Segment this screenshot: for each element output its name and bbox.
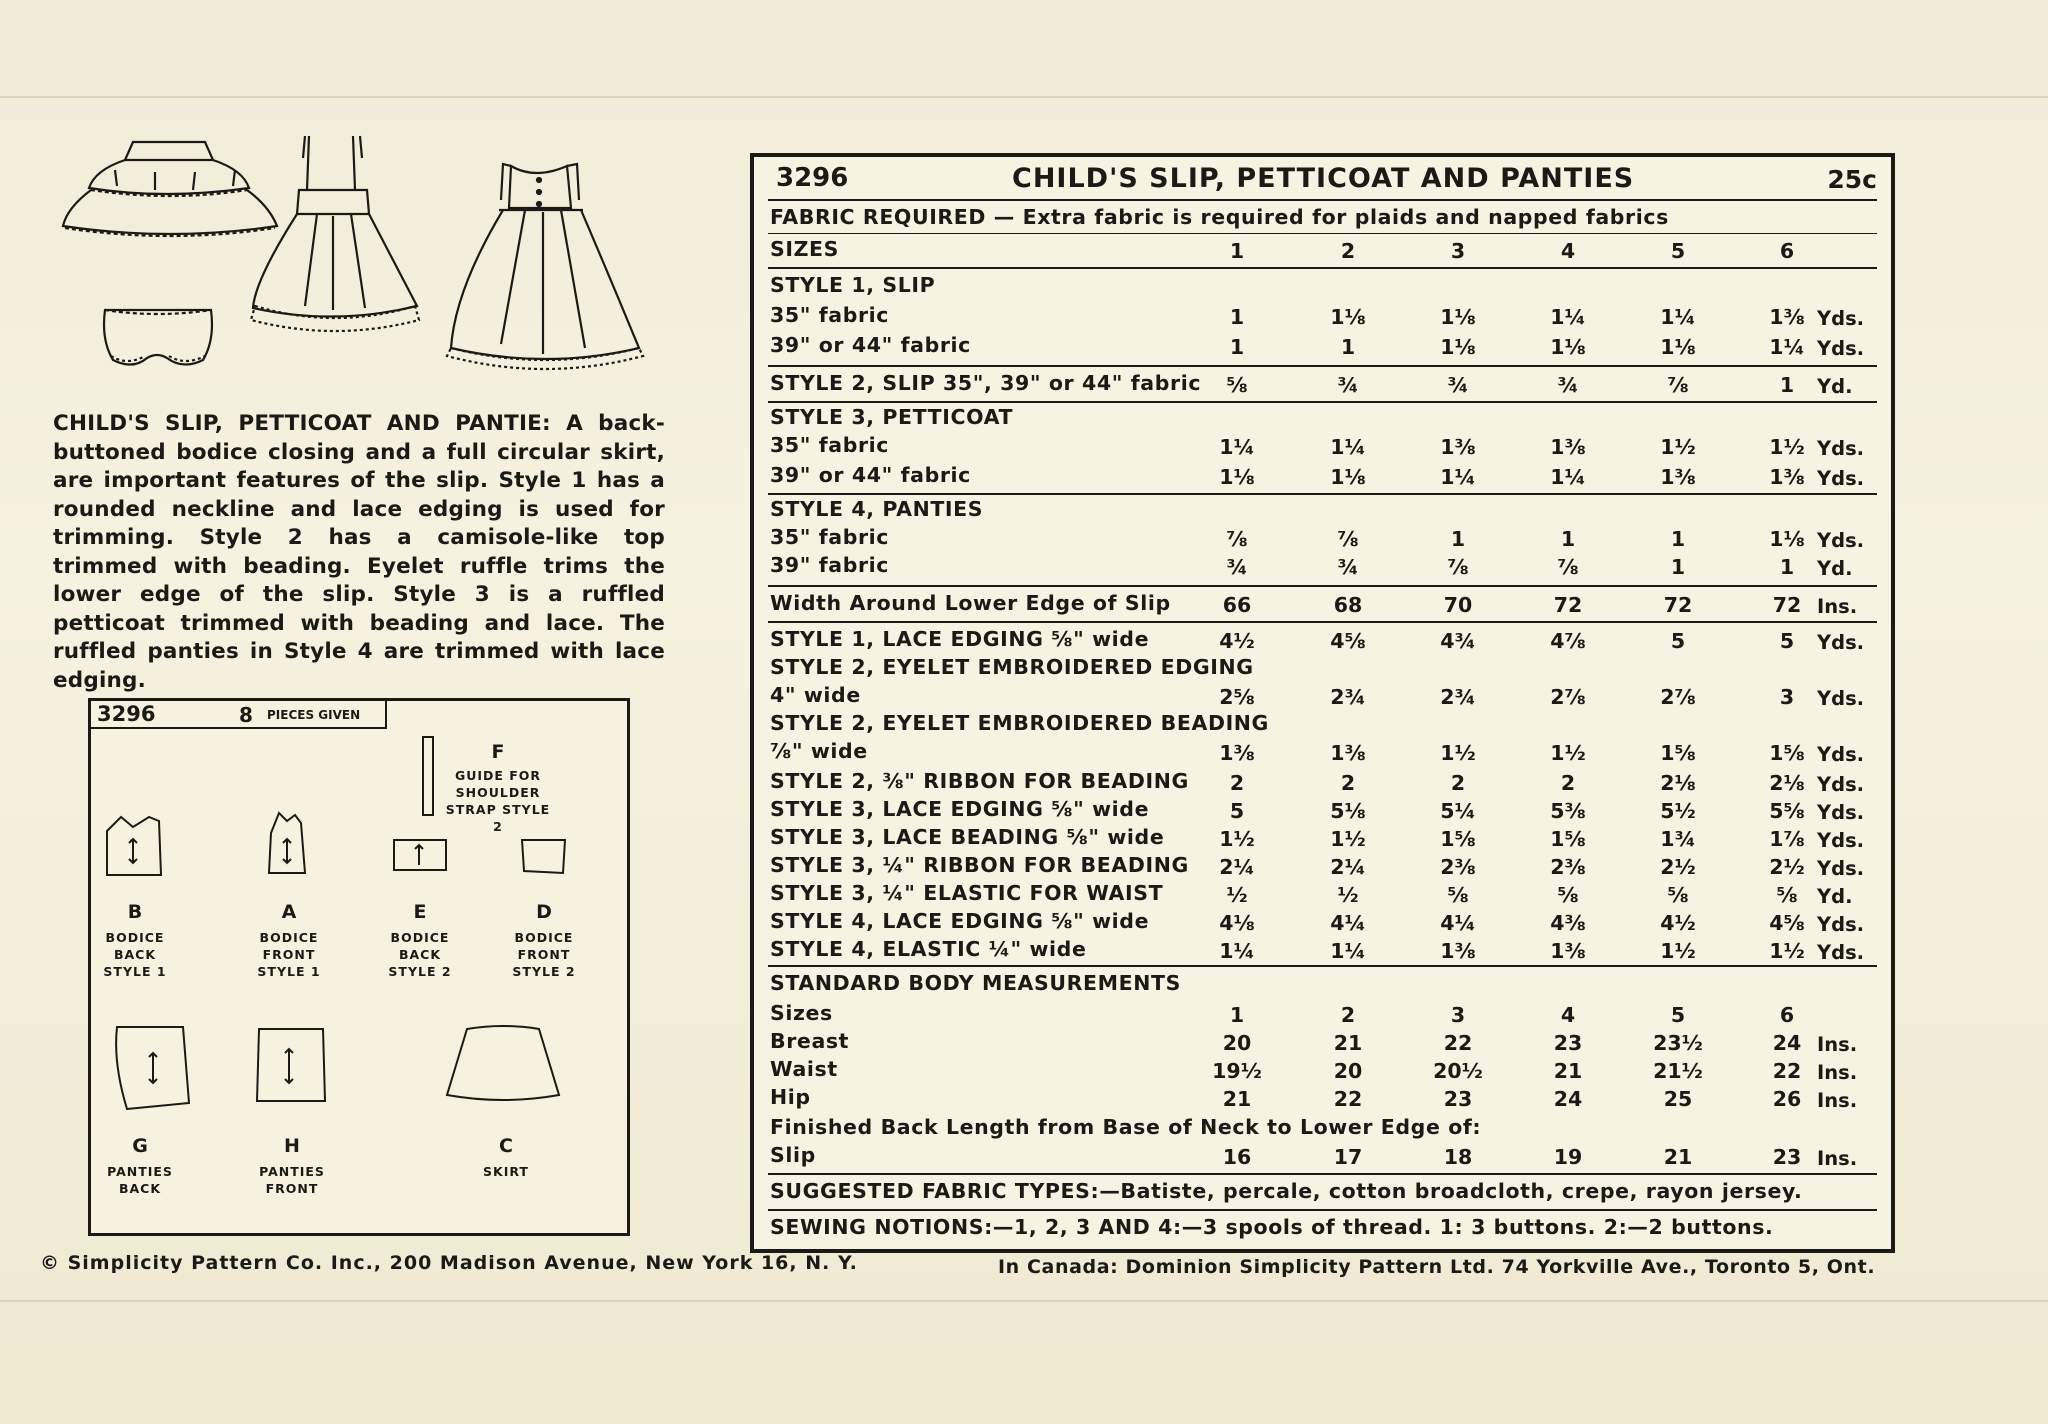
- size-heading: 4: [1560, 239, 1576, 263]
- piece-e-shape: [391, 837, 449, 873]
- style4-35-fabric-label: 35" fabric: [770, 525, 890, 549]
- petticoat-icon: [63, 142, 277, 236]
- style3-39-44-fabric-value: 1⅛: [1219, 465, 1255, 489]
- trim-row-9-value: 4½: [1660, 911, 1696, 935]
- body-row-waist-unit: Ins.: [1817, 1061, 1858, 1084]
- body-row-hip-value: 26: [1772, 1087, 1802, 1111]
- envelope-bottom-crease: [0, 1300, 2048, 1302]
- body-row-sizes-value: 5: [1670, 1003, 1686, 1027]
- style3-35-fabric-value: 1½: [1769, 435, 1805, 459]
- style1-35-fabric-value: 1: [1229, 305, 1245, 329]
- sizes-label: SIZES: [770, 237, 840, 261]
- piece-a-shape: [265, 809, 311, 879]
- piece-d-letter: D: [536, 901, 552, 923]
- body-row-breast-value: 22: [1443, 1031, 1473, 1055]
- style2-slip-fabric-value: ⅝: [1226, 373, 1248, 397]
- size-heading: 6: [1779, 239, 1795, 263]
- style4-39-fabric-unit: Yd.: [1817, 557, 1853, 580]
- style3-35-fabric-value: 1¼: [1330, 435, 1366, 459]
- body-row-hip-value: 21: [1222, 1087, 1252, 1111]
- trim-row-5-value: 5¼: [1440, 799, 1476, 823]
- style1-35-fabric-value: 1¼: [1660, 305, 1696, 329]
- body-row-breast-unit: Ins.: [1817, 1033, 1858, 1056]
- rounded-neck-slip-icon: [447, 164, 643, 369]
- trim-row-2-label-2: 4" wide: [770, 683, 861, 707]
- trim-row-2-label: STYLE 2, EYELET EMBROIDERED EDGING: [770, 655, 1254, 679]
- trim-row-1-value: 5: [1670, 629, 1686, 653]
- pieces-count: 8: [239, 703, 253, 727]
- width-lower-edge-value: 68: [1333, 593, 1363, 617]
- copyright-us: © Simplicity Pattern Co. Inc., 200 Madison Avenue, New York 16, N. Y.: [40, 1252, 858, 1274]
- trim-row-8-value: ⅝: [1667, 883, 1689, 907]
- piece-e-name: BODICE BACK STYLE 2: [388, 930, 452, 979]
- style1-35-fabric-value: 1¼: [1550, 305, 1586, 329]
- trim-row-10-value: 1⅜: [1550, 939, 1586, 963]
- pieces-given-label: PIECES GIVEN: [267, 708, 361, 722]
- style3-39-44-fabric-label: 39" or 44" fabric: [770, 463, 971, 487]
- style2-slip-fabric-value: ¾: [1447, 373, 1469, 397]
- trim-row-7-value: 2⅜: [1440, 855, 1476, 879]
- trim-row-4-value: 2: [1229, 771, 1245, 795]
- trim-row-5-label: STYLE 3, LACE EDGING ⅝" wide: [770, 797, 1150, 821]
- suggested-fabrics: SUGGESTED FABRIC TYPES:—Batiste, percale, cotton broadcloth, crepe, rayon jersey.: [770, 1179, 1803, 1203]
- style1-39-44-fabric-value: 1⅛: [1550, 335, 1586, 359]
- width-lower-edge-label: Width Around Lower Edge of Slip: [770, 591, 1171, 615]
- copyright-canada: In Canada: Dominion Simplicity Pattern Ltd. 74 Yorkville Ave., Toronto 5, Ont.: [998, 1256, 1876, 1278]
- trim-row-9-value: 4¼: [1330, 911, 1366, 935]
- pieces-pattern-number: 3296: [97, 702, 156, 726]
- chart-price: 25c: [1827, 165, 1877, 194]
- size-heading: 3: [1450, 239, 1466, 263]
- style1-39-44-fabric-value: 1: [1340, 335, 1356, 359]
- body-row-sizes-label: Sizes: [770, 1001, 833, 1025]
- trim-row-6-value: 1⅝: [1550, 827, 1586, 851]
- trim-row-2-value: 3: [1779, 685, 1795, 709]
- body-row-waist-value: 21½: [1653, 1059, 1703, 1083]
- body-row-breast-label: Breast: [770, 1029, 850, 1053]
- trim-row-6-value: 1¾: [1660, 827, 1696, 851]
- trim-row-9-unit: Yds.: [1817, 913, 1865, 936]
- finished-slip-length-value: 19: [1553, 1145, 1583, 1169]
- finished-slip-length-value: 18: [1443, 1145, 1473, 1169]
- trim-row-6-value: 1⅝: [1440, 827, 1476, 851]
- width-lower-edge-value: 66: [1222, 593, 1252, 617]
- trim-row-1-value: 4⅞: [1550, 629, 1586, 653]
- width-lower-edge-value: 72: [1553, 593, 1583, 617]
- width-lower-edge-value: 70: [1443, 593, 1473, 617]
- chart-rule: [768, 965, 1877, 967]
- body-row-sizes-value: 6: [1779, 1003, 1795, 1027]
- piece-d-name: BODICE FRONT STYLE 2: [512, 930, 576, 979]
- finished-slip-length-value: 17: [1333, 1145, 1363, 1169]
- style3-35-fabric-unit: Yds.: [1817, 437, 1865, 460]
- chart-rule: [768, 199, 1877, 201]
- trim-row-10-value: 1½: [1769, 939, 1805, 963]
- chart-rule: [768, 365, 1877, 367]
- style3-39-44-fabric-value: 1⅜: [1769, 465, 1805, 489]
- style2-slip-fabric-value: ¾: [1337, 373, 1359, 397]
- chart-title: CHILD'S SLIP, PETTICOAT AND PANTIES: [1012, 163, 1635, 194]
- trim-row-4-value: 2⅛: [1660, 771, 1696, 795]
- piece-b-name: BODICE BACK STYLE 1: [103, 930, 167, 979]
- width-lower-edge-unit: Ins.: [1817, 595, 1858, 618]
- finished-slip-length-value: 16: [1222, 1145, 1252, 1169]
- style2-slip-fabric-label: STYLE 2, SLIP 35", 39" or 44" fabric: [770, 371, 1202, 395]
- style3-35-fabric-value: 1⅜: [1440, 435, 1476, 459]
- style4-35-fabric-value: ⅞: [1337, 527, 1359, 551]
- trim-row-8-value: ½: [1337, 883, 1359, 907]
- trim-row-5-value: 5⅛: [1330, 799, 1366, 823]
- style4-35-fabric-unit: Yds.: [1817, 529, 1865, 552]
- body-row-waist-value: 19½: [1212, 1059, 1262, 1083]
- style1-35-fabric-unit: Yds.: [1817, 307, 1865, 330]
- piece-b-shape: [103, 813, 165, 879]
- trim-row-1-label: STYLE 1, LACE EDGING ⅝" wide: [770, 627, 1150, 651]
- finished-slip-length-value: 23: [1772, 1145, 1802, 1169]
- trim-row-4-label: STYLE 2, ⅜" RIBBON FOR BEADING: [770, 769, 1189, 793]
- trim-row-10-value: 1⅜: [1440, 939, 1476, 963]
- piece-h-name: PANTIES FRONT: [259, 1164, 325, 1196]
- trim-row-5-unit: Yds.: [1817, 801, 1865, 824]
- finished-slip-length-label: Slip: [770, 1143, 816, 1167]
- style3-35-fabric-value: 1½: [1660, 435, 1696, 459]
- style3-35-fabric-value: 1¼: [1219, 435, 1255, 459]
- trim-row-2-value: 2⅞: [1550, 685, 1586, 709]
- trim-row-7-value: 2½: [1769, 855, 1805, 879]
- style3-39-44-fabric-unit: Yds.: [1817, 467, 1865, 490]
- body-row-sizes-value: 1: [1229, 1003, 1245, 1027]
- style3-heading: STYLE 3, PETTICOAT: [770, 405, 1014, 429]
- style2-slip-fabric-value: ¾: [1557, 373, 1579, 397]
- piece-a-name: BODICE FRONT STYLE 1: [257, 930, 321, 979]
- pattern-pieces-box: [88, 698, 630, 1236]
- trim-row-2-unit: Yds.: [1817, 687, 1865, 710]
- trim-row-8-value: ⅝: [1776, 883, 1798, 907]
- piece-h-letter: H: [284, 1135, 300, 1157]
- chart-pattern-number: 3296: [776, 163, 849, 193]
- trim-row-10-label: STYLE 4, ELASTIC ¼" wide: [770, 937, 1087, 961]
- style1-39-44-fabric-value: 1¼: [1769, 335, 1805, 359]
- trim-row-1-value: 4½: [1219, 629, 1255, 653]
- style4-35-fabric-value: 1: [1450, 527, 1466, 551]
- chart-rule: [768, 1209, 1877, 1211]
- size-heading: 5: [1670, 239, 1686, 263]
- piece-d-shape: [519, 837, 569, 877]
- sewing-notions: SEWING NOTIONS:—1, 2, 3 AND 4:—3 spools of thread. 1: 3 buttons. 2:—2 buttons.: [770, 1215, 1774, 1239]
- trim-row-3-value: 1½: [1550, 741, 1586, 765]
- trim-row-7-value: 2¼: [1330, 855, 1366, 879]
- trim-row-5-value: 5⅜: [1550, 799, 1586, 823]
- panties-icon: [104, 310, 212, 365]
- size-heading: 2: [1340, 239, 1356, 263]
- piece-b-letter: B: [127, 901, 143, 923]
- piece-f-letter: F: [491, 741, 505, 763]
- trim-row-10-value: 1¼: [1330, 939, 1366, 963]
- body-row-hip-value: 24: [1553, 1087, 1583, 1111]
- trim-row-4-value: 2⅛: [1769, 771, 1805, 795]
- trim-row-5-value: 5: [1229, 799, 1245, 823]
- style2-slip-fabric-unit: Yd.: [1817, 375, 1853, 398]
- style3-39-44-fabric-value: 1⅜: [1660, 465, 1696, 489]
- piece-e-letter: E: [413, 901, 427, 923]
- body-measurements-heading: STANDARD BODY MEASUREMENTS: [770, 971, 1181, 995]
- body-row-breast-value: 21: [1333, 1031, 1363, 1055]
- chart-rule: [768, 493, 1877, 495]
- body-row-sizes-value: 4: [1560, 1003, 1576, 1027]
- style4-35-fabric-value: 1: [1560, 527, 1576, 551]
- style1-39-44-fabric-value: 1: [1229, 335, 1245, 359]
- style1-35-fabric-value: 1⅜: [1769, 305, 1805, 329]
- chart-rule: [768, 233, 1877, 234]
- trim-row-4-value: 2: [1450, 771, 1466, 795]
- body-row-sizes-value: 3: [1450, 1003, 1466, 1027]
- style4-35-fabric-value: 1⅛: [1769, 527, 1805, 551]
- pieces-header: [91, 701, 387, 729]
- trim-row-9-value: 4⅜: [1550, 911, 1586, 935]
- trim-row-9-value: 4⅛: [1219, 911, 1255, 935]
- trim-row-6-unit: Yds.: [1817, 829, 1865, 852]
- trim-row-2-value: 2⅞: [1660, 685, 1696, 709]
- trim-row-5-value: 5½: [1660, 799, 1696, 823]
- trim-row-1-value: 5: [1779, 629, 1795, 653]
- style1-39-44-fabric-value: 1⅛: [1660, 335, 1696, 359]
- chart-rule: [768, 621, 1877, 623]
- style4-heading: STYLE 4, PANTIES: [770, 497, 984, 521]
- envelope-flap-crease: [0, 96, 2048, 98]
- style1-39-44-fabric-unit: Yds.: [1817, 337, 1865, 360]
- trim-row-4-value: 2: [1340, 771, 1356, 795]
- style3-35-fabric-label: 35" fabric: [770, 433, 890, 457]
- description-lead: CHILD'S SLIP, PETTICOAT AND PANTIE:: [53, 411, 551, 436]
- garment-illustrations: [55, 130, 695, 390]
- style1-35-fabric-value: 1⅛: [1330, 305, 1366, 329]
- style3-39-44-fabric-value: 1¼: [1550, 465, 1586, 489]
- body-row-hip-label: Hip: [770, 1085, 811, 1109]
- body-row-breast-value: 23: [1553, 1031, 1583, 1055]
- style4-39-fabric-value: ⅞: [1447, 555, 1469, 579]
- style4-35-fabric-value: 1: [1670, 527, 1686, 551]
- style4-39-fabric-value: ¾: [1226, 555, 1248, 579]
- finished-slip-length-value: 21: [1663, 1145, 1693, 1169]
- trim-row-10-value: 1½: [1660, 939, 1696, 963]
- trim-row-10-value: 1¼: [1219, 939, 1255, 963]
- trim-row-9-value: 4⅝: [1769, 911, 1805, 935]
- trim-row-8-label: STYLE 3, ¼" ELASTIC FOR WAIST: [770, 881, 1164, 905]
- trim-row-2-value: 2¾: [1330, 685, 1366, 709]
- chart-rule: [768, 401, 1877, 403]
- style3-39-44-fabric-value: 1¼: [1440, 465, 1476, 489]
- chart-rule: [768, 267, 1877, 269]
- body-row-sizes-value: 2: [1340, 1003, 1356, 1027]
- style1-35-fabric-label: 35" fabric: [770, 303, 890, 327]
- piece-c-name: SKIRT: [483, 1164, 529, 1179]
- trim-row-7-value: 2⅜: [1550, 855, 1586, 879]
- body-row-breast-value: 20: [1222, 1031, 1252, 1055]
- trim-row-3-value: 1⅜: [1219, 741, 1255, 765]
- style4-39-fabric-value: 1: [1670, 555, 1686, 579]
- fabric-required-note: FABRIC REQUIRED — Extra fabric is required for plaids and napped fabrics: [770, 205, 1669, 229]
- body-row-waist-value: 20½: [1433, 1059, 1483, 1083]
- body-row-breast-value: 24: [1772, 1031, 1802, 1055]
- trim-row-2-value: 2⅝: [1219, 685, 1255, 709]
- style3-39-44-fabric-value: 1⅛: [1330, 465, 1366, 489]
- piece-h-shape: [253, 1025, 331, 1109]
- trim-row-2-value: 2¾: [1440, 685, 1476, 709]
- piece-g-shape: [105, 1023, 195, 1113]
- trim-row-3-value: 1⅝: [1660, 741, 1696, 765]
- style4-39-fabric-label: 39" fabric: [770, 553, 890, 577]
- style1-39-44-fabric-label: 39" or 44" fabric: [770, 333, 971, 357]
- yardage-chart: [750, 153, 1895, 1253]
- piece-c-letter: C: [499, 1135, 513, 1157]
- trim-row-1-unit: Yds.: [1817, 631, 1865, 654]
- trim-row-1-value: 4¾: [1440, 629, 1476, 653]
- trim-row-7-value: 2¼: [1219, 855, 1255, 879]
- trim-row-6-value: 1½: [1219, 827, 1255, 851]
- trim-row-3-value: 1½: [1440, 741, 1476, 765]
- style4-35-fabric-value: ⅞: [1226, 527, 1248, 551]
- trim-row-7-label: STYLE 3, ¼" RIBBON FOR BEADING: [770, 853, 1189, 877]
- trim-row-5-value: 5⅝: [1769, 799, 1805, 823]
- trim-row-9-label: STYLE 4, LACE EDGING ⅝" wide: [770, 909, 1150, 933]
- finished-length-label: Finished Back Length from Base of Neck to Lower Edge of:: [770, 1115, 1482, 1139]
- body-row-waist-label: Waist: [770, 1057, 838, 1081]
- style4-39-fabric-value: ⅞: [1557, 555, 1579, 579]
- body-row-hip-unit: Ins.: [1817, 1089, 1858, 1112]
- style1-heading: STYLE 1, SLIP: [770, 273, 936, 297]
- trim-row-8-value: ⅝: [1447, 883, 1469, 907]
- body-row-breast-value: 23½: [1653, 1031, 1703, 1055]
- style3-35-fabric-value: 1⅜: [1550, 435, 1586, 459]
- body-row-hip-value: 22: [1333, 1087, 1363, 1111]
- style1-35-fabric-value: 1⅛: [1440, 305, 1476, 329]
- trim-row-3-unit: Yds.: [1817, 743, 1865, 766]
- trim-row-10-unit: Yds.: [1817, 941, 1865, 964]
- illustrations-svg: [55, 130, 695, 390]
- trim-row-4-unit: Yds.: [1817, 773, 1865, 796]
- width-lower-edge-value: 72: [1772, 593, 1802, 617]
- trim-row-4-value: 2: [1560, 771, 1576, 795]
- size-heading: 1: [1229, 239, 1245, 263]
- style4-39-fabric-value: 1: [1779, 555, 1795, 579]
- chart-rule: [768, 1173, 1877, 1175]
- style2-slip-fabric-value: 1: [1779, 373, 1795, 397]
- trim-row-8-unit: Yd.: [1817, 885, 1853, 908]
- body-row-waist-value: 21: [1553, 1059, 1583, 1083]
- piece-c-shape: [443, 1025, 563, 1105]
- body-row-waist-value: 20: [1333, 1059, 1363, 1083]
- width-lower-edge-value: 72: [1663, 593, 1693, 617]
- piece-a-letter: A: [281, 901, 297, 923]
- camisole-slip-icon: [251, 136, 419, 331]
- trim-row-1-value: 4⅝: [1330, 629, 1366, 653]
- trim-row-3-value: 1⅝: [1769, 741, 1805, 765]
- trim-row-3-label-2: ⅞" wide: [770, 739, 868, 763]
- style2-slip-fabric-value: ⅞: [1667, 373, 1689, 397]
- body-row-hip-value: 23: [1443, 1087, 1473, 1111]
- body-row-waist-value: 22: [1772, 1059, 1802, 1083]
- trim-row-7-unit: Yds.: [1817, 857, 1865, 880]
- body-row-hip-value: 25: [1663, 1087, 1693, 1111]
- trim-row-8-value: ⅝: [1557, 883, 1579, 907]
- trim-row-6-label: STYLE 3, LACE BEADING ⅝" wide: [770, 825, 1165, 849]
- pattern-description: [53, 410, 665, 695]
- chart-rule: [768, 585, 1877, 587]
- description-body: A back-buttoned bodice closing and a full circular skirt, are important features of the slip. Style 1 has a rounded neckline and lace edging is used for trimming. Style 2 has a camisole-like top trimmed with beading. Eyelet ruffle trims the lower edge of the slip. Style 3 is a ruffled petticoat trimmed with beading and lace. The ruffled panties in Style 4 are trimmed with lace edging.: [53, 411, 666, 693]
- trim-row-9-value: 4¼: [1440, 911, 1476, 935]
- finished-slip-length-unit: Ins.: [1817, 1147, 1858, 1170]
- trim-row-6-value: 1½: [1330, 827, 1366, 851]
- trim-row-6-value: 1⅞: [1769, 827, 1805, 851]
- trim-row-3-value: 1⅜: [1330, 741, 1366, 765]
- trim-row-8-value: ½: [1226, 883, 1248, 907]
- trim-row-7-value: 2½: [1660, 855, 1696, 879]
- piece-g-letter: G: [132, 1135, 148, 1157]
- piece-f-shape: [419, 735, 439, 819]
- style1-39-44-fabric-value: 1⅛: [1440, 335, 1476, 359]
- piece-f-name: GUIDE FOR SHOULDER STRAP STYLE 2: [445, 768, 551, 834]
- piece-g-name: PANTIES BACK: [107, 1164, 173, 1196]
- style4-39-fabric-value: ¾: [1337, 555, 1359, 579]
- trim-row-3-label: STYLE 2, EYELET EMBROIDERED BEADING: [770, 711, 1269, 735]
